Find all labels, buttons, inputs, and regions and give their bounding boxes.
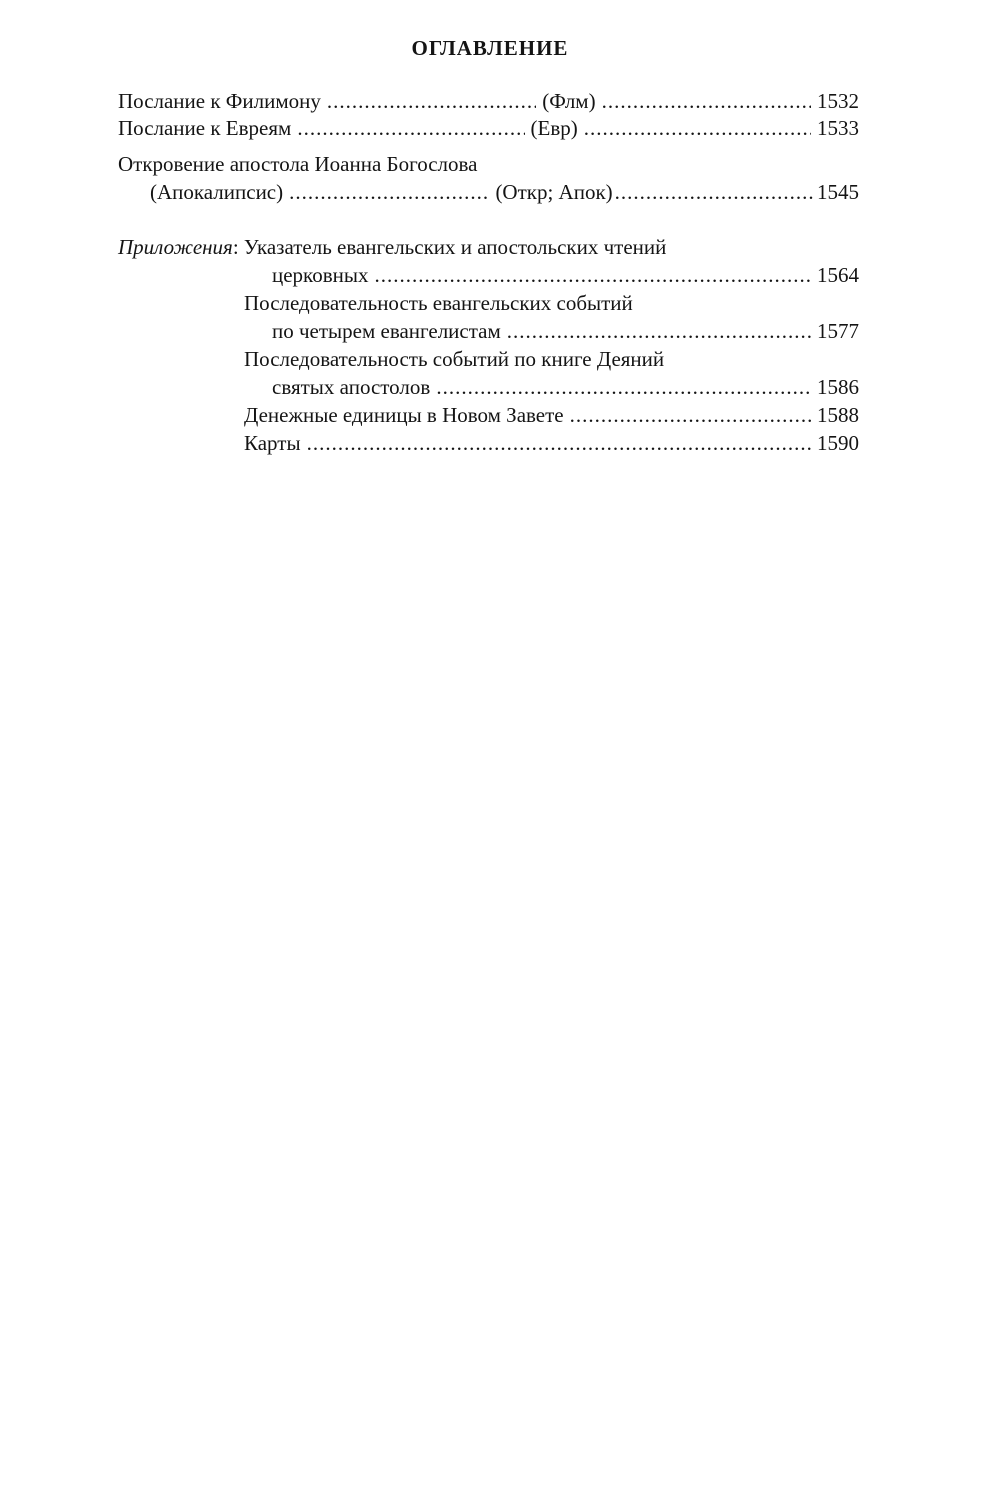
appendix-item-gospel-events[interactable] xyxy=(272,317,859,345)
leader-dots xyxy=(297,114,524,142)
toc-entry-revelation[interactable] xyxy=(150,178,859,206)
appendix-item-currency[interactable] xyxy=(244,401,859,429)
toc-entry-label: Послание к Евреям xyxy=(118,116,292,140)
appendix-item-label: по четырем евангелистам xyxy=(272,319,501,343)
appendix-item-page: 1564 xyxy=(817,263,859,287)
appendix-colon: : xyxy=(232,235,244,259)
leader-dots xyxy=(327,87,536,115)
appendix-item-line1[interactable]: Указатель евангельских и апостольских чтений xyxy=(243,235,667,259)
appendix-item-acts-events[interactable] xyxy=(272,373,859,401)
leader-dots xyxy=(289,178,489,206)
appendix-item-acts-events-line1[interactable]: Последовательность событий по книге Деяний xyxy=(244,347,665,371)
appendix-item-maps[interactable] xyxy=(244,429,859,457)
toc-entry-hebrews[interactable] xyxy=(118,114,859,142)
appendix-item-page: 1590 xyxy=(817,431,859,455)
leader-dots xyxy=(507,317,811,345)
appendix-heading: Приложения xyxy=(118,235,233,259)
toc-entry-label: (Апокалипсис) xyxy=(150,180,284,204)
toc-entry-page: 1532 xyxy=(816,89,859,113)
toc-entry-abbr: (Евр) xyxy=(530,116,578,140)
leader-dots xyxy=(436,373,811,401)
appendix-item-label: Карты xyxy=(244,431,301,455)
toc-entry-abbr: (Флм) xyxy=(542,89,596,113)
page-title: ОГЛАВЛЕНИЕ xyxy=(411,36,569,60)
leader-dots xyxy=(307,429,811,457)
appendix-first-line xyxy=(118,233,666,261)
toc-entry-abbr: (Откр; Апок) xyxy=(495,180,613,204)
appendix-item-page: 1588 xyxy=(817,403,859,427)
leader-dots xyxy=(584,114,811,142)
toc-entry-label: Послание к Филимону xyxy=(118,89,321,113)
leader-dots xyxy=(374,261,811,289)
appendix-item-label: Денежные единицы в Новом Завете xyxy=(244,403,564,427)
appendix-item-page: 1577 xyxy=(817,319,859,343)
toc-entry-page: 1545 xyxy=(816,180,859,204)
appendix-item-label: святых апостолов xyxy=(272,375,431,399)
appendix-item-readings[interactable] xyxy=(272,261,859,289)
appendix-item-page: 1586 xyxy=(817,375,859,399)
leader-dots xyxy=(615,178,815,206)
leader-dots xyxy=(570,401,811,429)
toc-entry-page: 1533 xyxy=(817,116,859,140)
appendix-item-label: церковных xyxy=(272,263,369,287)
appendix-item-gospel-events-line1[interactable]: Последовательность евангельских событий xyxy=(244,291,633,315)
toc-entry-revelation-line1[interactable]: Откровение апостола Иоанна Богослова xyxy=(118,152,478,176)
toc-entry-philemon[interactable] xyxy=(118,87,859,115)
leader-dots xyxy=(602,87,811,115)
